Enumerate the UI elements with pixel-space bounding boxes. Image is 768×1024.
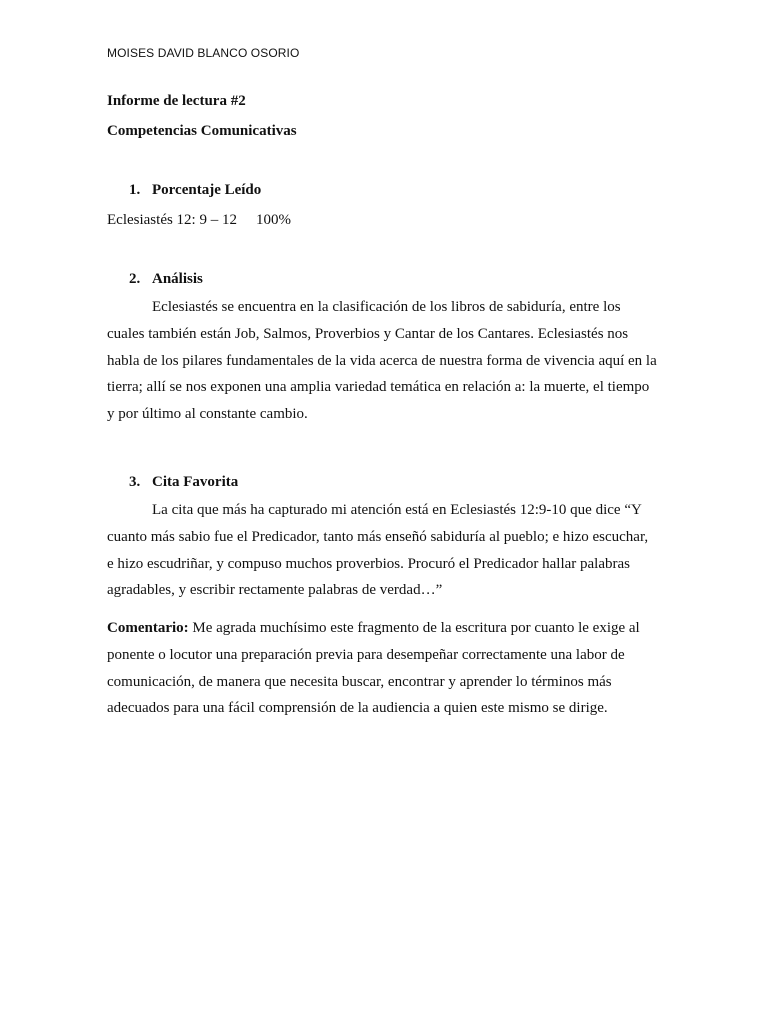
paragraph-line: ponente o locutor una preparación previa para desempeñar correctamente una labor de	[107, 646, 625, 663]
section-3-heading: Cita Favorita	[152, 474, 239, 490]
comment-first-line	[107, 615, 662, 642]
course-name: Competencias Comunicativas	[107, 123, 297, 139]
paragraph-line: cuales también están Job, Salmos, Proverbios y Cantar de los Cantares. Eclesiastés nos	[107, 325, 629, 342]
paragraph-line: comunicación, de manera que necesita buscar, encontrar y aprender lo términos más	[107, 673, 612, 690]
comment-text: Me agrada muchísimo este fragmento de la escritura por cuanto le exige al	[192, 620, 640, 636]
reading-reference-line	[107, 210, 291, 230]
paragraph-line: habla de los pilares fundamentales de la vida acerca de nuestra forma de vivencia aquí en la	[107, 352, 657, 369]
author-name: MOISES DAVID BLANCO OSORIO	[107, 46, 300, 60]
reading-percentage: 100%	[255, 212, 291, 228]
paragraph-line: adecuados para una fácil comprensión de la audiencia a quien este mismo se dirige.	[107, 700, 608, 717]
paragraph-line: Eclesiastés se encuentra en la clasificación de los libros de sabiduría, entre los	[152, 299, 621, 315]
paragraph-line: e hizo escudriñar, y compuso muchos proverbios. Procuró el Predicador hallar palabras	[107, 555, 630, 572]
comment-paragraph	[107, 615, 662, 722]
section-2-heading: Análisis	[152, 271, 203, 287]
paragraph-line: cuanto más sabio fue el Predicador, tanto más enseñó sabiduría al pueblo; e hizo escuchar,	[107, 528, 649, 545]
paragraph-line: La cita que más ha capturado mi atención está en Eclesiastés 12:9-10 que dice “Y	[152, 502, 642, 518]
report-title: Informe de lectura #2	[107, 93, 246, 109]
paragraph-line: agradables, y escribir rectamente palabras de verdad…”	[107, 582, 443, 599]
section-1-number: 1.	[129, 182, 141, 198]
section-3-number: 3.	[129, 474, 141, 490]
section-2-number: 2.	[129, 271, 141, 287]
paragraph-line: y por último al constante cambio.	[107, 406, 308, 423]
reading-reference: Eclesiastés 12: 9 – 12	[107, 212, 237, 228]
analysis-paragraph	[107, 294, 662, 428]
comment-label: Comentario:	[107, 620, 189, 636]
favorite-quote-paragraph	[107, 497, 662, 604]
paragraph-line: tierra; allí se nos exponen una amplia variedad temática en relación a: la muerte, el tiempo	[107, 379, 650, 396]
section-1-heading: Porcentaje Leído	[152, 182, 262, 198]
